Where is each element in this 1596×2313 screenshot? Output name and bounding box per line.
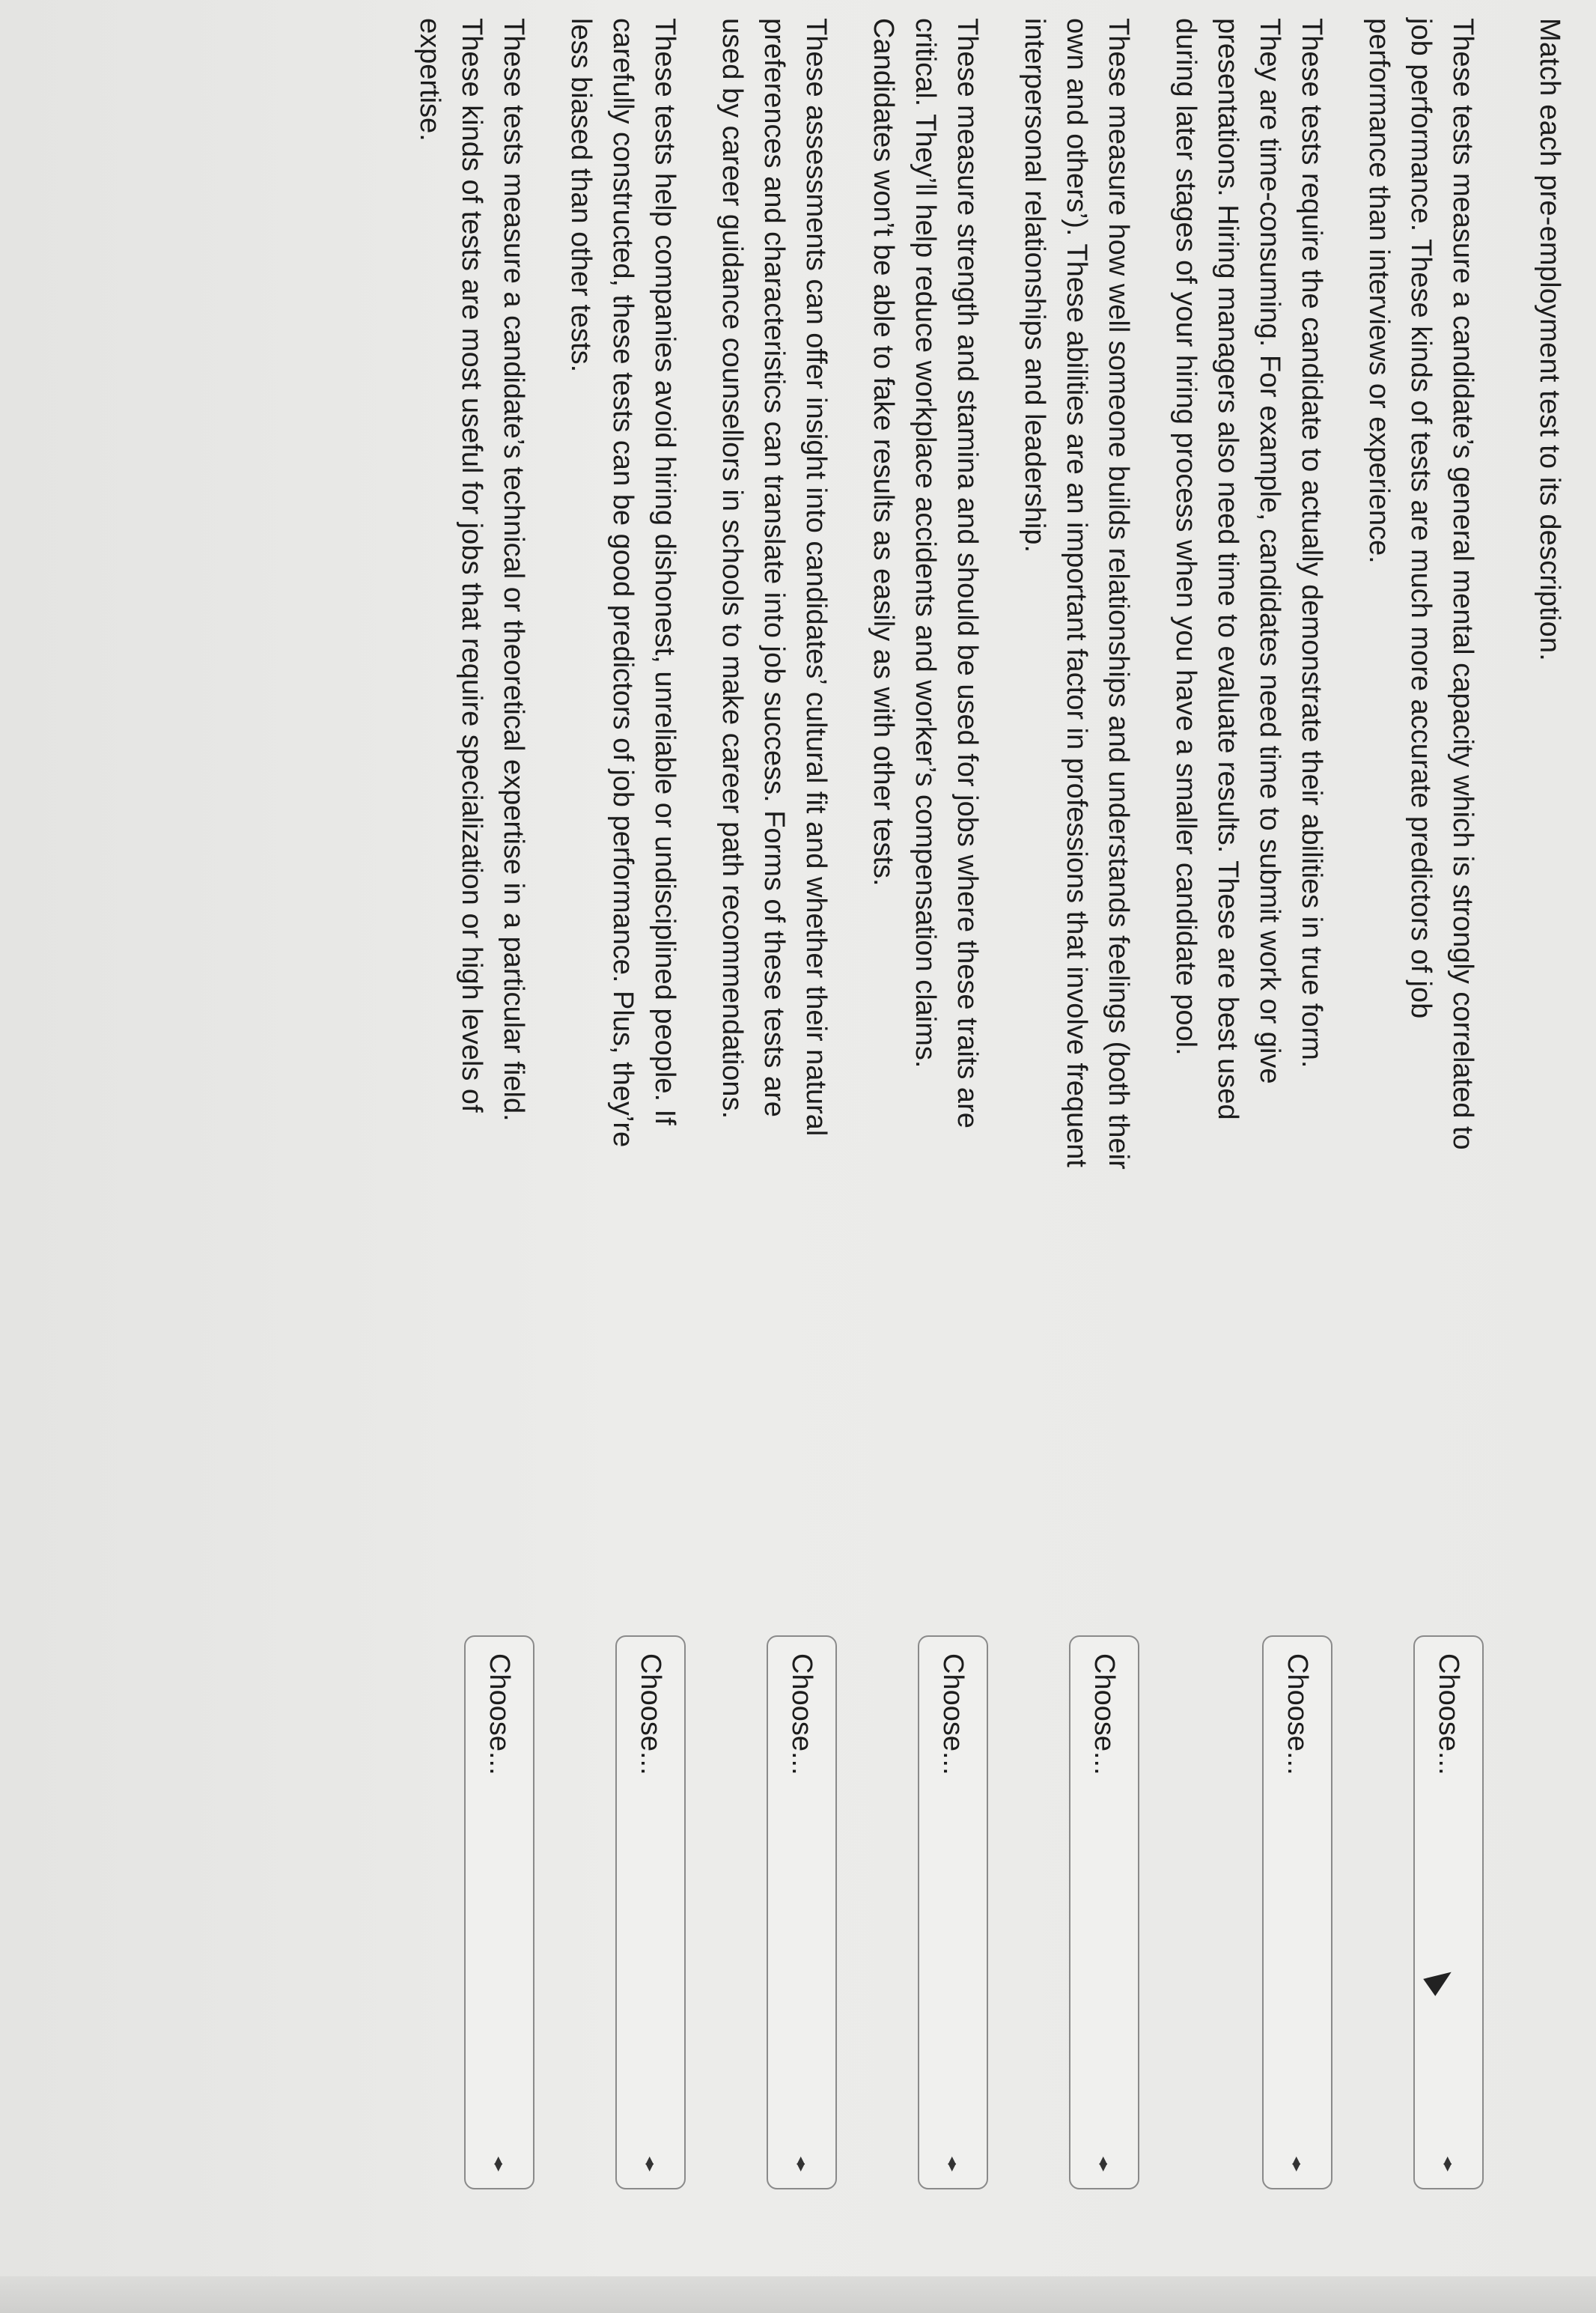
page-edge (0, 2276, 1596, 2313)
select-label: Choose... (484, 1653, 515, 1775)
up-down-arrows-icon: ◂▸ (1288, 2156, 1307, 2170)
match-row-5 (711, 18, 837, 2170)
row-description: These tests measure a candidate’s technical or theoretical expertise in a particular field. These kinds of tests are most useful for jobs that require specialization or high levels of expertise. (414, 18, 529, 1122)
answer-select-2[interactable] (1262, 1635, 1332, 2189)
match-row-4 (862, 18, 988, 2170)
match-row-3 (1014, 18, 1139, 2170)
answer-select-5[interactable] (767, 1635, 837, 2189)
matching-question (383, 18, 1571, 2264)
answer-select-4[interactable] (918, 1635, 988, 2189)
row-description: These measure strength and stamina and should be used for jobs where these traits are critical. They’ll help reduce workplace accidents and worker’s compensation claims. Candidates won’t be able to fake results as easily as with other tests. (868, 18, 983, 1128)
select-label: Choose... (937, 1653, 969, 1775)
match-row-2 (1165, 18, 1332, 2170)
up-down-arrows-icon: ◂▸ (944, 2156, 963, 2170)
match-row-6 (560, 18, 686, 2170)
select-label: Choose... (1088, 1653, 1120, 1775)
up-down-arrows-icon: ◂▸ (1440, 2156, 1458, 2170)
answer-select-3[interactable] (1069, 1635, 1139, 2189)
up-down-arrows-icon: ◂▸ (642, 2156, 660, 2170)
answer-select-7[interactable] (464, 1635, 534, 2189)
select-label: Choose... (635, 1653, 666, 1775)
row-description: These assessments can offer insight into candidates’ cultural fit and whether their natural preferences and characteristics can translate into job success. Forms of these tests are used by career guidance counsellors in schools to make career path recommendations. (716, 18, 832, 1137)
up-down-arrows-icon: ◂▸ (793, 2156, 811, 2170)
answer-select-6[interactable] (615, 1635, 686, 2189)
match-row-1 (1358, 18, 1484, 2170)
up-down-arrows-icon: ◂▸ (490, 2156, 509, 2170)
question-prompt: Match each pre-employment test to its description. (1534, 18, 1565, 662)
row-description: These tests measure a candidate’s general mental capacity which is strongly correlated to job performance. These kinds of tests are much more accurate predictors of job performance than interviews or experience. (1363, 18, 1478, 1150)
select-label: Choose... (1433, 1653, 1464, 1775)
match-row-7 (409, 18, 534, 2170)
answer-select-1[interactable] (1413, 1635, 1484, 2189)
row-description: These tests require the candidate to actually demonstrate their abilities in true form. They are time-consuming. For example, candidates need time to submit work or give presentations. Hiring managers also need time to evaluate results. These are best used during later stages of your hiring process when you have a smaller candidate pool. (1170, 18, 1327, 1120)
row-description: These tests help companies avoid hiring dishonest, unreliable or undisciplined people. If carefully constructed, these tests can be good predictors of job performance. Plus, they’re less biased than other tests. (565, 18, 680, 1148)
select-label: Choose... (786, 1653, 817, 1775)
select-label: Choose... (1282, 1653, 1313, 1775)
up-down-arrows-icon: ◂▸ (1095, 2156, 1114, 2170)
row-description: These measure how well someone builds relationships and understands feelings (both their own and others’). These abilities are an important factor in professions that involve frequent interpersonal relationships and leadership. (1019, 18, 1134, 1170)
